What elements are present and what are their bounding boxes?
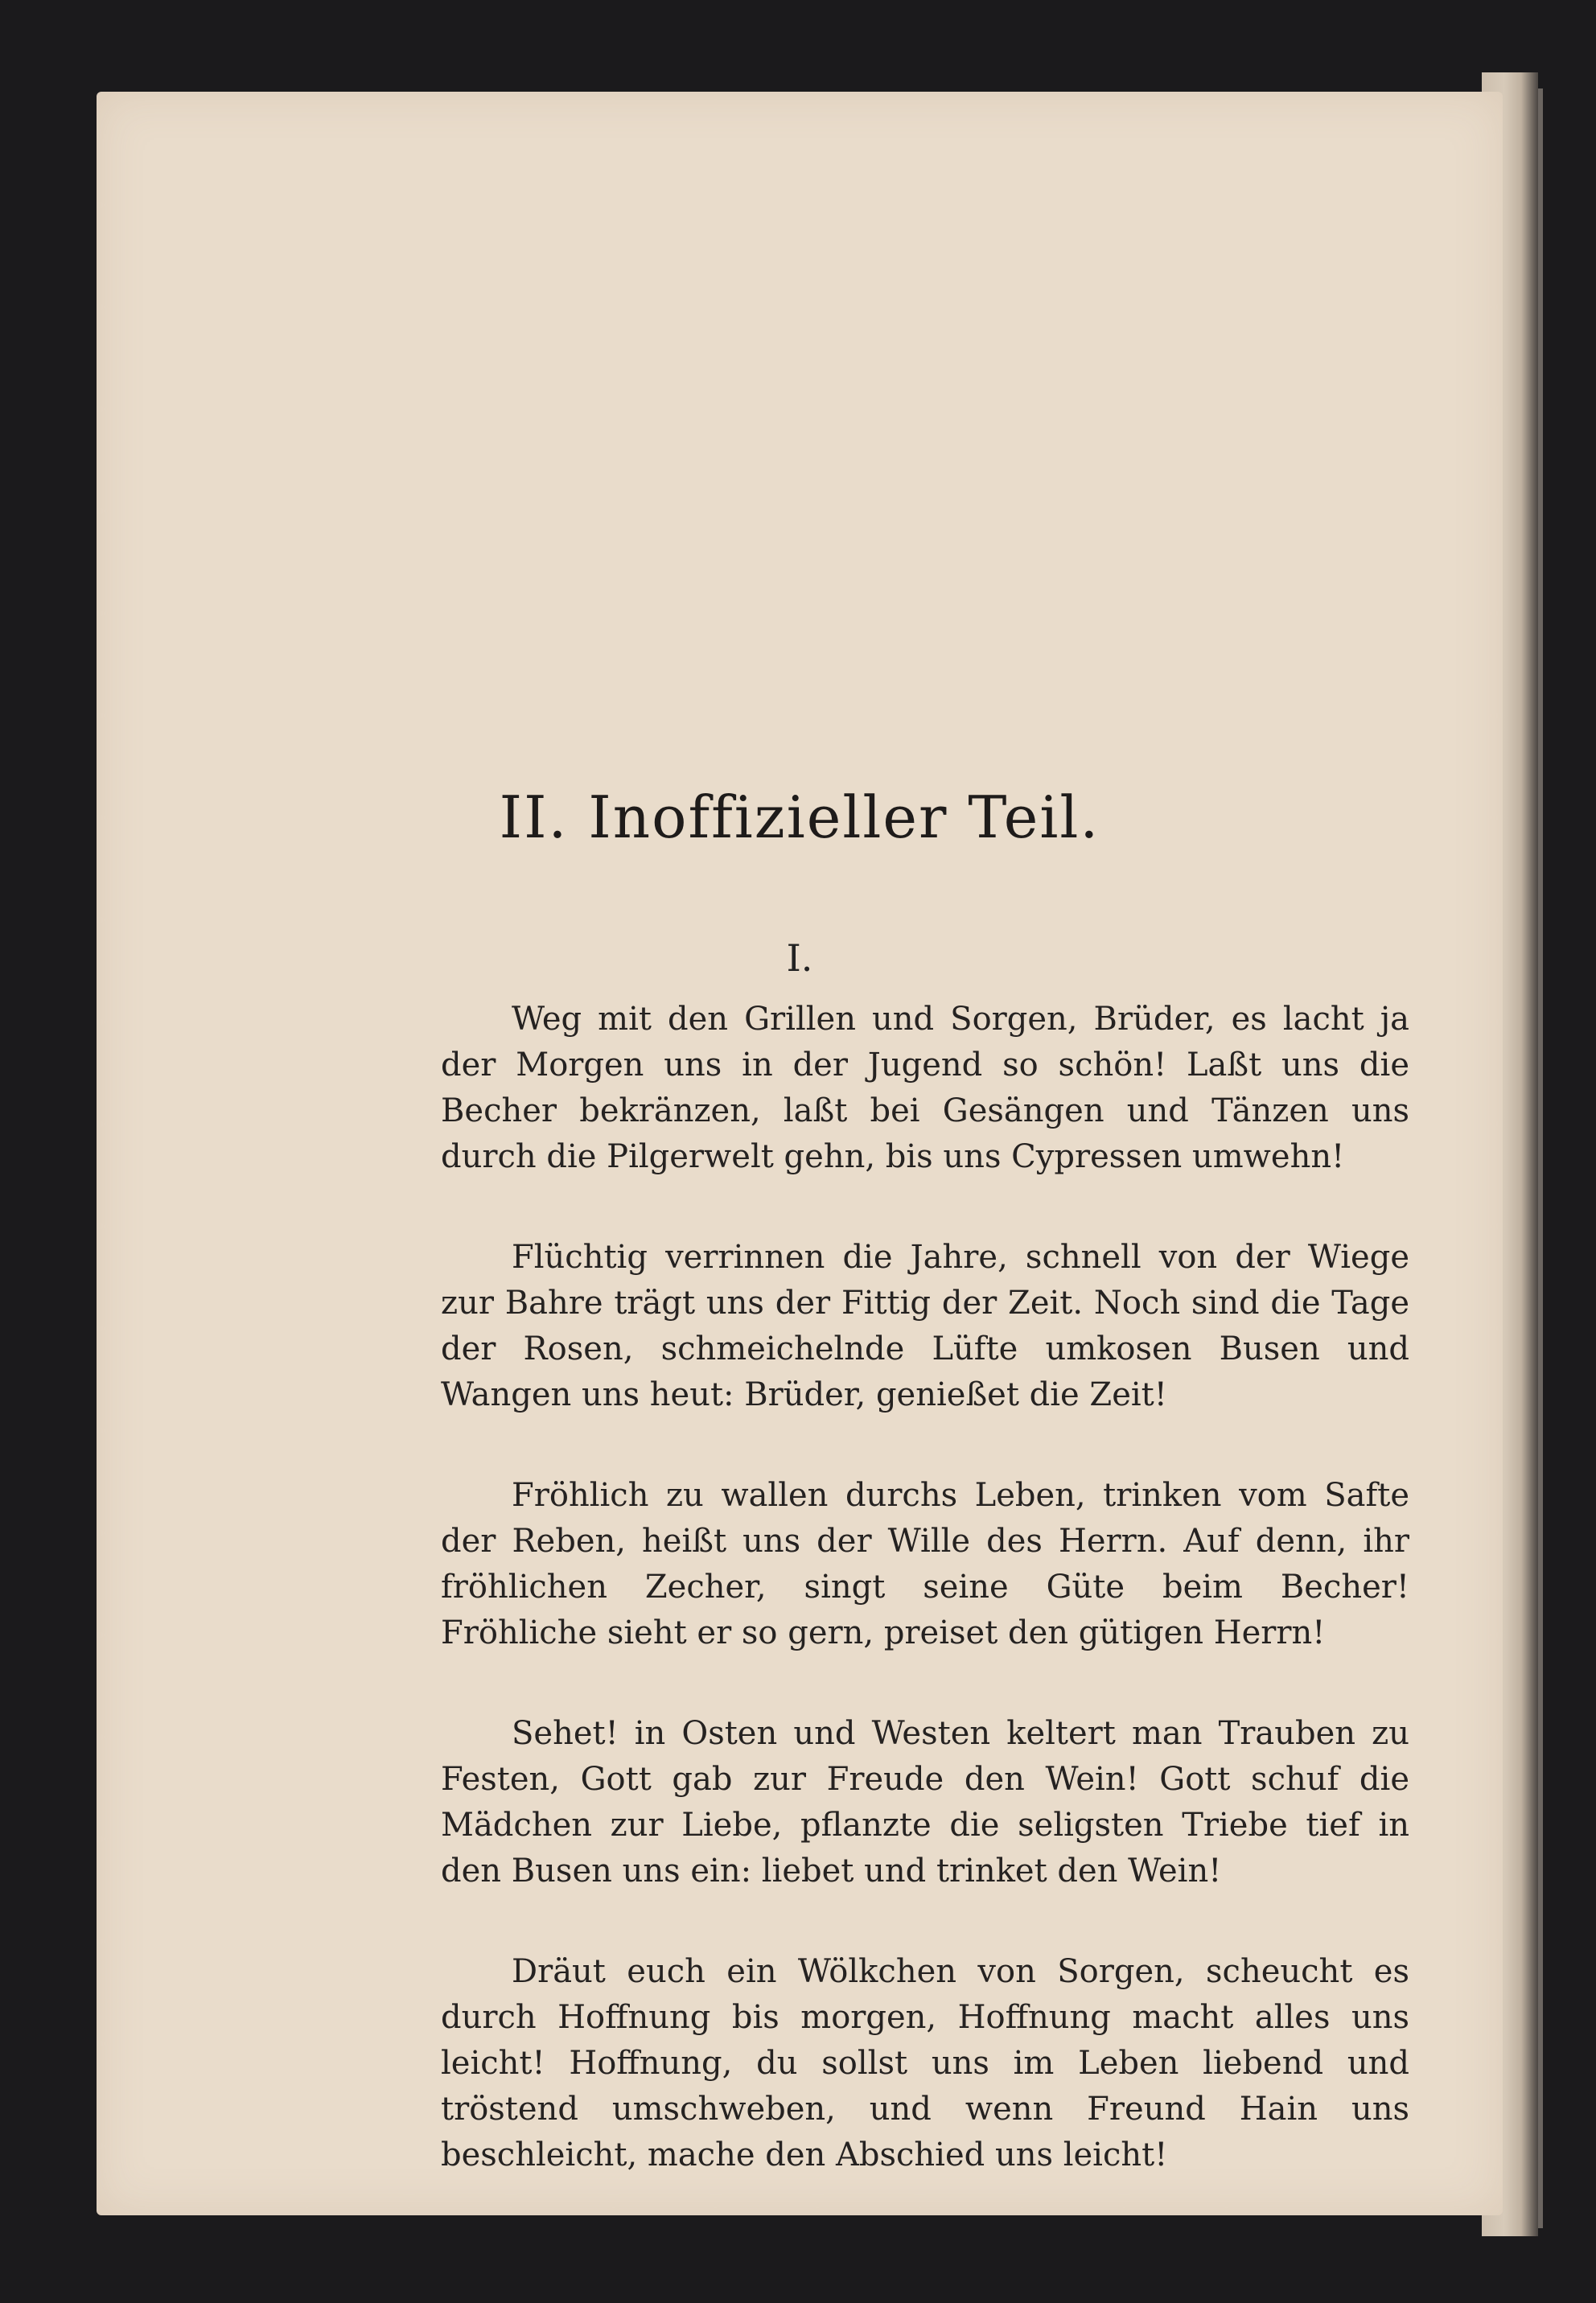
stanza-4: Sehet! in Osten und Westen keltert man Trauben zu Festen, Gott gab zur Freude den Wein! Gott schuf die Mädchen zur Liebe, pflanzte die seligsten Triebe tief in den Busen uns ein: liebet und trinket den Wein!	[441, 1715, 1409, 1890]
book-page	[97, 92, 1503, 2215]
stanza-3: Fröhlich zu wallen durchs Leben, trinken vom Safte der Reben, heißt uns der Wille des Herrn. Auf denn, ihr fröhlichen Zecher, singt seine Güte beim Becher! Fröhliche sieht er so gern, preiset den gütigen Herrn!	[441, 1477, 1409, 1651]
section-number: I.	[786, 936, 813, 980]
page-title: II. Inoffizieller Teil.	[499, 783, 1100, 851]
poem-body	[441, 997, 1409, 2233]
stanza-1: Weg mit den Grillen und Sorgen, Brüder, es lacht ja der Morgen uns in der Jugend so schön! Laßt uns die Becher bekränzen, laßt bei Gesängen und Tänzen uns durch die Pilgerwelt gehn, bis uns Cypressen umwehn!	[441, 1001, 1409, 1175]
stanza-5: Dräut euch ein Wölkchen von Sorgen, scheucht es durch Hoffnung bis morgen, Hoffnung macht alles uns leicht! Hoffnung, du sollst uns im Leben liebend und tröstend umschweben, und wenn Freund Hain uns beschleicht, mache den Abschied uns leicht!	[441, 1953, 1409, 2173]
stanza-2: Flüchtig verrinnen die Jahre, schnell von der Wiege zur Bahre trägt uns der Fittig der Zeit. Noch sind die Tage der Rosen, schmeichelnde Lüfte umkosen Busen und Wangen uns heut: Brüder, genießet die Zeit!	[441, 1239, 1409, 1413]
